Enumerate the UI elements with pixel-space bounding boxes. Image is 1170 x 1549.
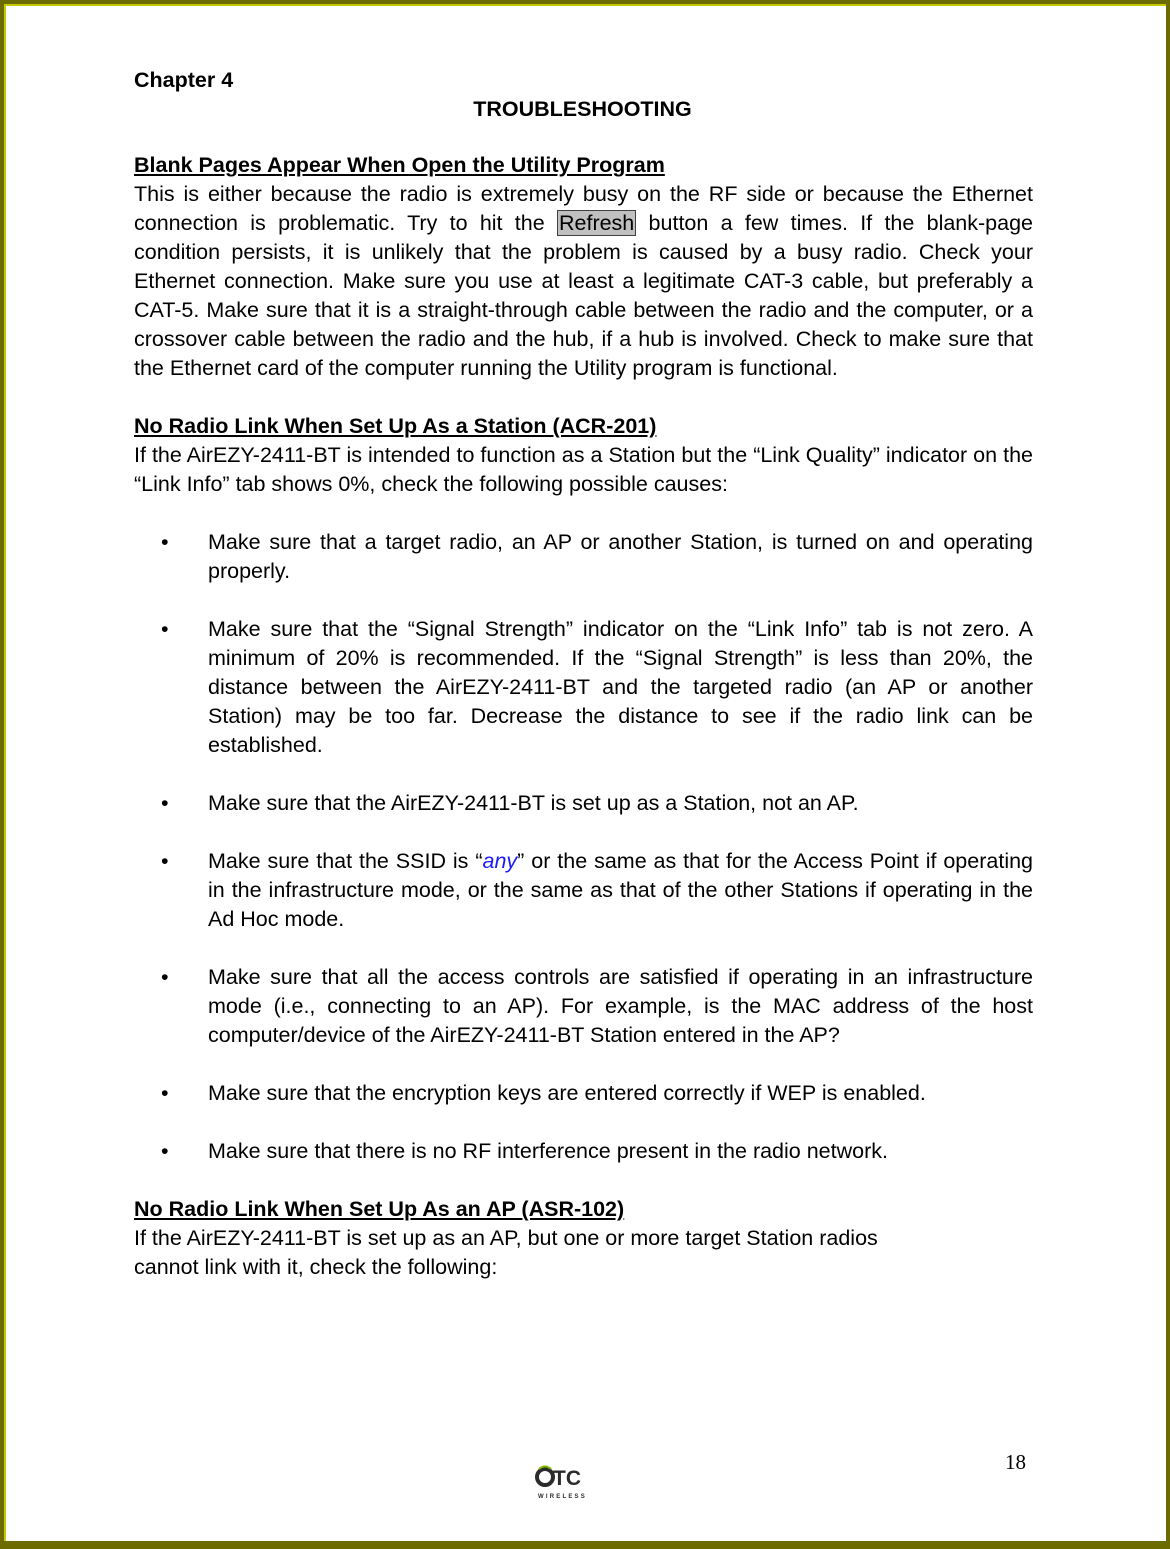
page-number: 18 — [1005, 1450, 1026, 1474]
bullet-icon: • — [161, 849, 169, 873]
section-heading-ap-link: No Radio Link When Set Up As an AP (ASR-102) — [134, 1197, 625, 1221]
section-line: If the AirEZY-2411-BT is set up as an AP, but one or more target Station radios — [134, 1226, 878, 1250]
logo-sub-text: WIRELESS — [538, 1494, 587, 1500]
logo-main-text: TC — [553, 1467, 581, 1490]
chapter-title: TROUBLESHOOTING — [473, 97, 692, 121]
bullet-icon: • — [161, 965, 169, 989]
bullet-icon: • — [161, 791, 169, 815]
section-intro-station-link: If the AirEZY-2411-BT is intended to function as a Station but the “Link Quality” indicator on the “Link Info” tab shows 0%, check the following possible causes: — [134, 443, 1033, 496]
list-item: • Make sure that a target radio, an AP or another Station, is turned on and operating properly. — [161, 530, 1033, 583]
bullet-icon: • — [161, 530, 169, 554]
list-item: • Make sure that the encryption keys are entered correctly if WEP is enabled. — [134, 1079, 1033, 1108]
ssid-any-value: any — [482, 849, 518, 873]
troubleshooting-list — [134, 528, 1033, 1166]
paragraph-text: This is either because the radio is extremely busy on the RF side or because the Ethernet connection is problematic. Try to hit the — [134, 182, 1033, 235]
bullet-icon: • — [161, 1081, 169, 1105]
bullet-icon: • — [161, 617, 169, 641]
list-item: • Make sure that there is no RF interference present in the radio network. — [134, 1137, 1033, 1166]
section-paragraph-blank-pages — [134, 180, 1033, 383]
section-line: cannot link with it, check the following: — [134, 1255, 498, 1279]
otc-wireless-logo-icon — [534, 1463, 604, 1503]
list-item: • Make sure that all the access controls are satisfied if operating in an infrastructure mode (i.e., connecting to an AP). For example, is the MAC address of the host computer/device of the AirEZY-2411-BT Station entered in the AP? — [161, 965, 1033, 1047]
section-heading-station-link: No Radio Link When Set Up As a Station (ACR-201) — [134, 414, 657, 438]
list-item: • Make sure that the “Signal Strength” indicator on the “Link Info” tab is not zero. A minimum of 20% is recommended. If the “Signal Strength” is less than 20%, the distance between the AirEZY-2411-BT and the targeted radio (an AP or another Station) may be too far. Decrease the distance to see if the radio link can be established. — [161, 617, 1033, 757]
bullet-icon: • — [161, 1139, 169, 1163]
paragraph-text: button a few times. If the blank-page condition persists, it is unlikely that the problem is caused by a busy radio. Check your Ethernet connection. Make sure you use at least a legitimate CAT-3 cable, but preferably a CAT-5. Make sure that it is a straight-through cable between the radio and the computer, or a crossover cable between the radio and the hub, if a hub is involved. Check to make sure that the Ethernet card of the computer running the Utility program is functional. — [134, 211, 1033, 380]
refresh-button-label: Refresh — [558, 211, 635, 235]
chapter-label: Chapter 4 — [134, 68, 234, 92]
section-heading-blank-pages: Blank Pages Appear When Open the Utility Program — [134, 153, 665, 177]
list-item: • Make sure that the SSID is “any” or the same as that for the Access Point if operating in the infrastructure mode, or the same as that of the other Stations if operating in the Ad Hoc mode. — [161, 849, 1034, 931]
list-item: • Make sure that the AirEZY-2411-BT is set up as a Station, not an AP. — [134, 789, 1033, 818]
document-body — [134, 66, 1033, 1282]
